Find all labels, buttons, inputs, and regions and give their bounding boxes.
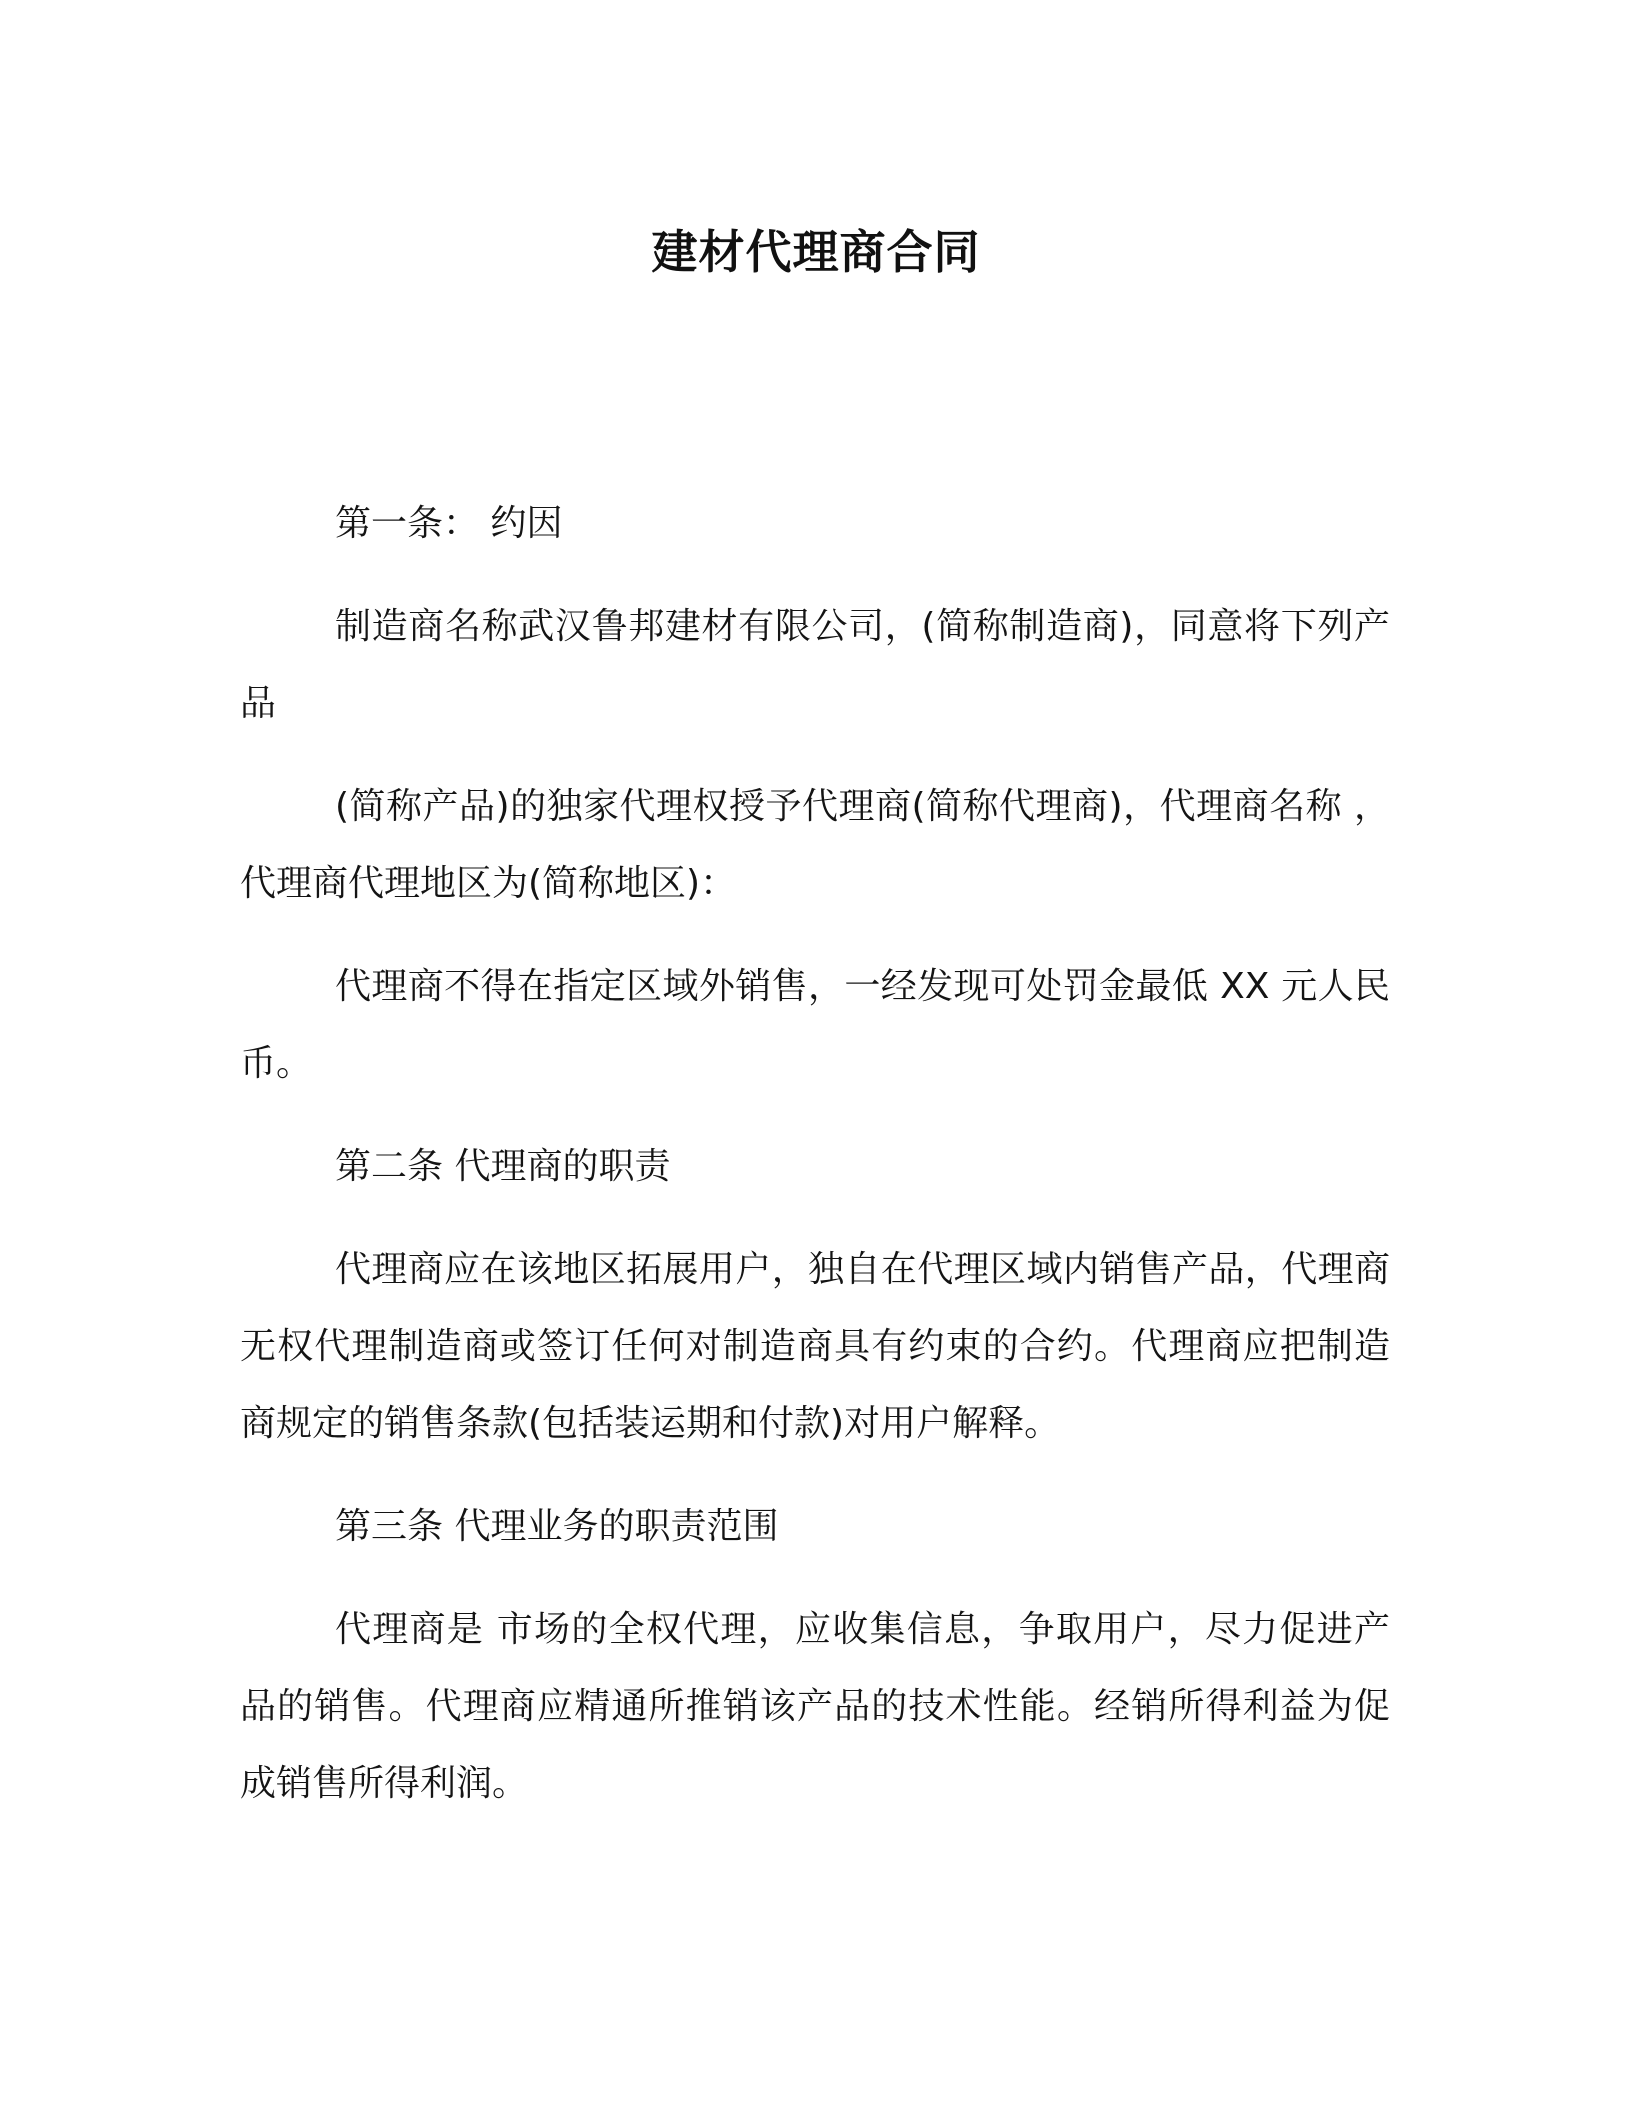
document-title: 建材代理商合同 [651,225,981,279]
section-2-heading-block [240,1128,1390,1205]
section-1-heading-block [240,485,1390,562]
section-2-paragraph-1: 代理商应在该地区拓展用户，独自在代理区域内销售产品，代理商无权代理制造商或签订任何对制造商具有约束的合约。代理商应把制造商规定的销售条款(包括装运期和付款)对用户解释。 [240,1249,1390,1444]
section-1-paragraph-2: (简称产品)的独家代理权授予代理商(简称代理商)，代理商名称 ，代理商代理地区为(简称地区)： [240,786,1390,904]
section-1-paragraph-1: 制造商名称武汉鲁邦建材有限公司，(简称制造商)，同意将下列产品 [240,606,1390,724]
section-1-heading: 第一条： 约因 [335,503,563,544]
section-3-paragraph-1-block [240,1591,1390,1822]
section-3-paragraph-1: 代理商是 市场的全权代理，应收集信息，争取用户，尽力促进产品的销售。代理商应精通所推销该产品的技术性能。经销所得利益为促成销售所得利润。 [240,1609,1390,1804]
section-1-paragraph-3-block [240,948,1390,1102]
document-body [240,485,1390,1848]
section-3-heading: 第三条 代理业务的职责范围 [335,1506,779,1547]
section-2-heading: 第二条 代理商的职责 [335,1146,671,1187]
section-1-paragraph-3: 代理商不得在指定区域外销售，一经发现可处罚金最低 XX 元人民币。 [240,966,1390,1084]
section-1-paragraph-1-block [240,588,1390,742]
section-3-heading-block [240,1488,1390,1565]
section-1-paragraph-2-block [240,768,1390,922]
section-2-paragraph-1-block [240,1231,1390,1462]
